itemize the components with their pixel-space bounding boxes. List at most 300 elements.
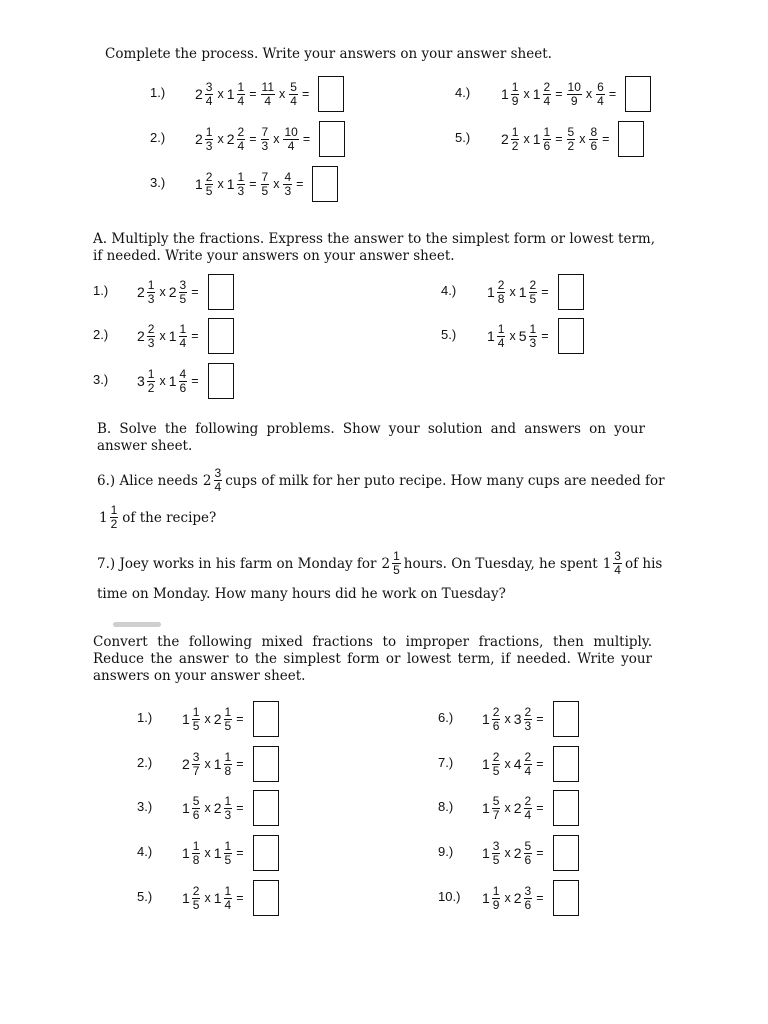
denominator: 4 [524,763,532,778]
whole-part: 2 [213,711,222,727]
fraction [543,126,552,153]
problem-number: 1.) [93,283,109,298]
numerator: 11 [261,79,274,94]
mixed-number [137,368,156,395]
times-sign: x [504,846,511,860]
times-sign: x [204,801,211,815]
denominator: 6 [524,897,532,912]
fraction [110,504,119,531]
numerator: 3 [179,277,187,292]
page-divider [113,622,161,627]
whole-part: 1 [518,284,527,300]
fraction [261,126,270,153]
numerator: 1 [497,321,505,336]
mixed-number [482,840,501,867]
numerator: 8 [590,124,598,139]
mixed-number [514,840,533,867]
times-sign: x [217,177,224,191]
numerator: 7 [261,124,269,139]
denominator: 5 [224,718,232,733]
equals-sign: = [249,132,257,146]
whole-part: 1 [532,131,541,147]
whole-part: 1 [182,711,190,727]
equals-sign: = [236,801,244,815]
answer-box[interactable] [558,318,584,354]
mixed-number [482,706,501,733]
whole-part: 1 [213,756,222,772]
numerator: 4 [179,366,187,381]
fraction [511,126,520,153]
times-sign: x [217,87,224,101]
mixed-number [482,795,501,822]
mixed-number [214,840,233,867]
denominator: 4 [614,563,621,577]
equals-sign: = [236,891,244,905]
whole-part: 1 [195,176,203,192]
times-sign: x [159,285,166,299]
whole-part: 1 [532,86,541,102]
numerator: 2 [524,749,532,764]
mixed-number [195,171,214,198]
numerator: 2 [147,321,155,336]
denominator: 4 [287,138,295,153]
mixed-number [214,885,233,912]
answer-box[interactable] [208,274,234,310]
problem-expression [137,270,234,314]
mixed-number [214,706,233,733]
denominator: 4 [290,93,297,108]
numerator: 1 [192,704,200,719]
numerator: 5 [492,793,500,808]
whole-part: 1 [182,800,190,816]
fraction [529,323,538,350]
fraction [214,467,223,494]
times-sign: x [273,177,280,191]
answer-box[interactable] [553,746,579,782]
mixed-number [203,467,223,494]
mixed-number [169,323,188,350]
answer-box[interactable] [558,274,584,310]
denominator: 5 [205,183,213,198]
whole-part: 1 [168,373,177,389]
times-sign: x [273,132,280,146]
denominator: 8 [192,852,200,867]
mixed-number [195,81,214,108]
mixed-number [99,504,119,531]
denominator: 3 [147,335,155,350]
answer-box[interactable] [553,880,579,916]
mixed-number [519,323,538,350]
denominator: 6 [543,138,551,153]
mixed-number [501,126,520,153]
fraction [192,795,201,822]
problem-number: 5.) [137,889,153,904]
equals-sign: = [301,87,310,101]
numerator: 1 [237,169,245,184]
denominator: 6 [192,807,200,822]
equals-sign: = [191,329,199,343]
fraction [524,751,533,778]
denominator: 4 [237,138,245,153]
denominator: 8 [224,763,232,778]
mixed-number [514,706,533,733]
answer-box[interactable] [253,880,279,916]
problem-expression [182,742,279,786]
problem-expression [182,876,279,920]
numerator: 2 [192,883,200,898]
times-sign: x [585,87,593,101]
equals-sign: = [296,177,304,191]
equals-sign: = [555,87,563,101]
denominator: 3 [261,138,269,153]
times-sign: x [509,329,516,343]
denominator: 4 [543,93,551,108]
denominator: 7 [492,807,500,822]
mixed-number [182,751,201,778]
fraction [224,885,233,912]
problem-number: 2.) [137,755,153,770]
word-problem-6-line-2 [99,504,216,531]
denominator: 4 [205,93,213,108]
problem-expression [501,72,651,116]
fraction [237,126,246,153]
whole-part: 2 [137,328,145,344]
whole-part: 1 [99,509,108,526]
fraction [237,171,246,198]
numerator: 1 [492,883,500,898]
problem-expression [482,742,579,786]
whole-part: 1 [182,845,190,861]
equals-sign: = [555,132,563,146]
times-sign: x [579,132,586,146]
numerator: 4 [284,169,292,184]
numerator: 5 [192,793,200,808]
denominator: 4 [179,335,187,350]
fraction [205,171,214,198]
numerator: 5 [524,838,532,853]
problem-expression [182,831,279,875]
problem-number: 8.) [438,799,454,814]
equals-sign: = [536,712,544,726]
denominator: 5 [492,852,500,867]
denominator: 4 [237,93,245,108]
whole-part: 2 [213,800,222,816]
problem-number: 1.) [150,85,166,100]
whole-part: 2 [381,555,391,572]
whole-part: 1 [482,711,490,727]
mixed-number [227,171,246,198]
answer-box[interactable] [553,701,579,737]
answer-box[interactable] [618,121,644,157]
denominator: 7 [192,763,200,778]
mixed-number [214,751,233,778]
mixed-number [482,751,501,778]
fraction [492,706,501,733]
problem-number: 6.) [438,710,454,725]
numerator: 1 [110,503,118,517]
denominator: 5 [261,183,269,198]
word-problem-7-text-c: of his [624,555,663,572]
fraction [524,885,533,912]
times-sign: x [159,374,166,388]
problem-number: 9.) [438,844,454,859]
denominator: 5 [529,291,537,306]
numerator: 2 [492,749,500,764]
times-sign: x [204,891,211,905]
whole-part: 1 [487,284,495,300]
denominator: 6 [492,718,500,733]
whole-part: 1 [213,890,222,906]
fraction [224,706,233,733]
fraction [529,279,538,306]
fraction [596,81,605,108]
mixed-number [603,550,623,577]
whole-part: 1 [168,328,177,344]
word-problem-6-text-c: of the recipe? [122,509,217,526]
fraction [192,706,201,733]
numerator: 5 [567,124,575,139]
word-problem-6-text-b: cups of milk for her puto recipe. How many cups are needed for [225,472,665,489]
denominator: 2 [110,517,118,531]
times-sign: x [279,87,286,101]
answer-box[interactable] [625,76,651,112]
problem-expression [482,697,579,741]
answer-box[interactable] [253,701,279,737]
denominator: 3 [205,138,213,153]
equals-sign: = [536,846,544,860]
denominator: 5 [393,563,400,577]
denominator: 9 [570,93,578,108]
problem-number: 5.) [441,327,457,342]
whole-part: 1 [487,328,495,344]
times-sign: x [504,712,511,726]
denominator: 4 [224,897,232,912]
times-sign: x [504,757,511,771]
denominator: 3 [284,183,292,198]
denominator: 4 [214,480,222,494]
answer-box[interactable] [253,746,279,782]
mixed-number [519,279,538,306]
whole-part: 2 [137,284,145,300]
fraction [567,81,582,108]
answer-box[interactable] [208,363,234,399]
problem-number: 3.) [150,175,166,190]
numerator: 2 [524,793,532,808]
equals-sign: = [536,757,544,771]
whole-part: 5 [518,328,527,344]
whole-part: 2 [182,756,190,772]
whole-part: 1 [501,86,509,102]
fraction [261,81,275,108]
answer-box[interactable] [253,835,279,871]
fraction [589,126,598,153]
problem-expression [501,117,644,161]
denominator: 3 [224,807,232,822]
fraction [497,323,506,350]
mixed-number [382,550,402,577]
problem-number: 3.) [93,372,109,387]
fraction [147,279,156,306]
denominator: 5 [224,852,232,867]
fraction [224,795,233,822]
whole-part: 2 [501,131,509,147]
answer-box[interactable] [208,318,234,354]
times-sign: x [159,329,166,343]
mixed-number [182,840,201,867]
whole-part: 2 [226,131,235,147]
denominator: 6 [524,852,532,867]
numerator: 1 [224,793,232,808]
numerator: 1 [179,321,187,336]
times-sign: x [204,846,211,860]
whole-part: 3 [137,373,145,389]
word-problem-7-line-2 [97,585,506,603]
mixed-number [182,885,201,912]
numerator: 1 [224,883,232,898]
answer-box[interactable] [319,121,345,157]
numerator: 1 [237,79,245,94]
numerator: 3 [205,79,213,94]
times-sign: x [217,132,224,146]
numerator: 1 [192,838,200,853]
denominator: 2 [147,380,155,395]
denominator: 5 [192,718,200,733]
equals-sign: = [236,846,244,860]
mixed-number [137,323,156,350]
mixed-number [533,81,552,108]
problem-expression [482,876,579,920]
denominator: 9 [511,93,519,108]
problem-expression [482,786,579,830]
problem-number: 3.) [137,799,153,814]
whole-part: 4 [513,756,522,772]
mixed-number [227,81,246,108]
fraction [179,368,188,395]
denominator: 4 [497,335,505,350]
times-sign: x [204,712,211,726]
numerator: 2 [543,79,551,94]
problem-number: 4.) [455,85,471,100]
problem-number: 7.) [438,755,454,770]
fraction [147,368,156,395]
problem-expression [137,359,234,403]
fraction [492,840,501,867]
denominator: 6 [590,138,598,153]
instruction-complete-process: Complete the process. Write your answers on your answer sheet. [105,46,552,62]
mixed-number [182,795,201,822]
numerator: 1 [511,79,519,94]
numerator: 2 [497,277,505,292]
mixed-number [195,126,214,153]
equals-sign: = [536,801,544,815]
problem-number: 1.) [137,710,153,725]
numerator: 1 [205,124,213,139]
fraction [224,751,233,778]
fraction [524,840,533,867]
whole-part: 2 [513,890,522,906]
whole-part: 1 [482,890,490,906]
problem-expression [182,786,279,830]
whole-part: 2 [168,284,177,300]
times-sign: x [204,757,211,771]
mixed-number [533,126,552,153]
times-sign: x [523,132,530,146]
numerator: 3 [524,883,532,898]
mixed-number [514,795,533,822]
numerator: 7 [261,169,269,184]
problem-expression [487,270,584,314]
problem-expression [137,314,234,358]
times-sign: x [504,891,511,905]
answer-box[interactable] [553,835,579,871]
denominator: 5 [492,763,500,778]
answer-box[interactable] [312,166,338,202]
denominator: 2 [511,138,519,153]
whole-part: 2 [195,86,203,102]
mixed-number [514,751,533,778]
word-problem-7-line-1 [97,550,662,577]
fraction [543,81,552,108]
numerator: 10 [567,79,581,94]
whole-part: 2 [513,800,522,816]
whole-part: 1 [213,845,222,861]
numerator: 2 [529,277,537,292]
numerator: 3 [614,549,621,563]
fraction [224,840,233,867]
fraction [205,81,214,108]
denominator: 4 [264,93,272,108]
equals-sign: = [302,132,311,146]
whole-part: 1 [182,890,190,906]
equals-sign: = [608,87,617,101]
numerator: 2 [492,704,500,719]
denominator: 6 [179,380,187,395]
fraction [613,550,622,577]
denominator: 8 [497,291,505,306]
times-sign: x [509,285,516,299]
problem-number: 10.) [438,889,461,904]
problem-number: 4.) [441,283,457,298]
problem-number: 2.) [93,327,109,342]
numerator: 1 [543,124,551,139]
fraction [567,126,576,153]
whole-part: 1 [482,845,490,861]
instruction-part-b: B. Solve the following problems. Show your solution and answers on your answer sheet. [97,421,645,454]
fraction [192,751,201,778]
equals-sign: = [236,712,244,726]
answer-box[interactable] [253,790,279,826]
instruction-part-c: Convert the following mixed fractions to improper fractions, then multiply. Reduce the answer to the simplest form or lowest term, if needed. Write your answers on your answer sheet. [93,634,652,684]
fraction [289,81,298,108]
mixed-number [487,323,506,350]
word-problem-6-text-a: 6.) Alice needs [97,472,198,489]
numerator: 2 [237,124,245,139]
problem-number: 2.) [150,130,166,145]
mixed-number [169,279,188,306]
fraction [179,323,188,350]
equals-sign: = [191,374,199,388]
denominator: 3 [237,183,245,198]
answer-box[interactable] [318,76,344,112]
numerator: 1 [529,321,537,336]
equals-sign: = [249,177,257,191]
answer-box[interactable] [553,790,579,826]
equals-sign: = [249,87,257,101]
fraction [392,550,401,577]
denominator: 3 [524,718,532,733]
mixed-number [482,885,501,912]
word-problem-6-line-1 [97,467,665,494]
